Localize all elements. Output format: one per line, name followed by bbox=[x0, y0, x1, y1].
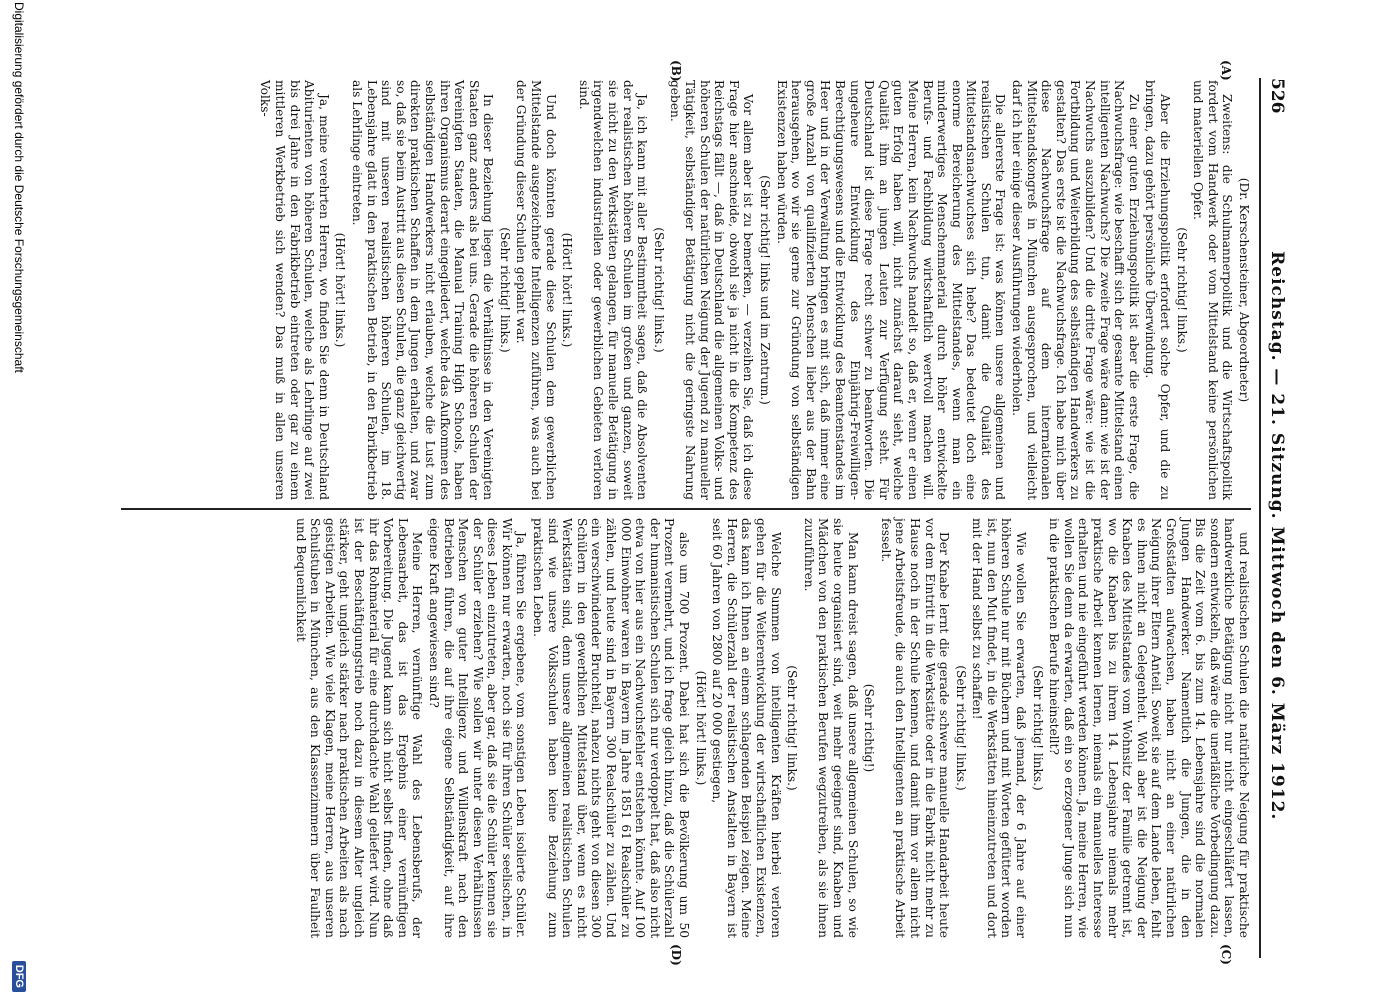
paragraph: Ja, führen Sie ergebene, vom sonstigen Leben isolierte Schüler. Wir können nur erwarten, noch sie für ihren Schüler seelischen, in dieses Leben einzutreten, aber gar, daß sie die Schüler kennen sie der Schüler erziehen? Wie sollen wir unter diesen Verhältnissen Menschen von guter Intelligenz und Willenskraft nach den Betrieben führen, die auf ihre eigene Selbständigkeit, auf ihre eigene Kraft angewiesen sind? bbox=[426, 518, 529, 938]
paragraph: Zu einer guten Erziehungspolitik ist aber die erste Frage, die Nachwuchsfrage: wie beschafft sich der gesamte Mittelstand einen intelligenten Nachwuchs? Die zweite Frage wäre dann: wie ist der Nachwuchs auszubilden? Und die dritte Frage wäre: wie ist die Fortbildung und Weiterbildung des selbständigen Handwerkers zu gestalten? Das erste ist die Nachwuchsfrage. Ich habe mich über diese Nachwuchsfrage auf dem internationalen Mittelstandskongreß in München ausgesprochen, und vielleicht darf ich hier einige dieser Ausführungen wiederholen. bbox=[1010, 80, 1141, 500]
margin-marker-c: (C) bbox=[1219, 944, 1233, 965]
footer-text: Digitalisierung gefördert durch die Deutsche Forschungsgemeinschaft bbox=[12, 2, 26, 373]
paragraph: In dieser Beziehung liegen die Verhältnisse in den Vereinigten Staaten ganz anders als bei uns. Gerade die höheren Schulen der Vereinigten Staaten, die Manual Training High Schools, haben ihren Organismus derart eingegliedert, welche das Aufkommen des selbständigen Handwerkers nicht erlauben, welche die Lust zum direkten praktischen Schaffen in dem Jungen erhalten, und zwar so, daß sie beim Austritt aus diesen Schulen, die ganz gleichwertig sind mit unseren realistischen höheren Schulen, im 18. Lebensjahre glatt in den praktischen Betrieb, in den Fabrikbetrieb als Lehrlinge eintreten. bbox=[349, 80, 496, 500]
speaker-line: (Dr. Kerschensteiner, Abgeordneter) bbox=[1237, 177, 1251, 403]
margin-marker-d: (D) bbox=[669, 944, 683, 966]
paragraph: und realistischen Schulen die natürliche Neigung für praktische handwerkliche Betätigung nicht nur nicht eingeschläfert lassen, sondern entwickeln, daß wäre die unerläßliche Vorbedingung dazu. Bis die Zeit vom 6. bis zum 14. Lebensjahre sind die normalen Jungen Handwerker. Namentlich die Jungen, die in den Großstädten aufwachsen, haben nicht an einer natürlichen Neigung ihrer Eltern Anteil. Soweit sie auf dem Lande leben, fehlt es ihnen nicht an Gelegenheit. Wohl aber ist die Neigung der Knaben des Mittelstandes vom Wohnsitz der Familie getrennt ist, wo die Knaben bis zu ihrem 14. Lebensjahre niemals mehr praktische Arbeit kennen lernen, niemals ein manuelles Interesse erhalten und nie eingeführt werden können. Ja, meine Herren, wie wollen Sie denn da erwarten, daß ein so erzogener Junge sich nun in die praktischen Berufe hineinstellt? bbox=[1047, 518, 1251, 938]
page-header bbox=[1259, 78, 1293, 958]
paragraph: (Sehr richtig! links.) bbox=[785, 665, 800, 791]
left-paragraphs bbox=[258, 80, 1235, 500]
paragraph: Die allererste Frage ist: was können unsere allgemeinen und realistischen Schulen tun, damit die Qualität des Mittelstandsnachwuchses sich hebe? Das bedeutet doch eine enorme Bereicherung des Mittelstandes, wenn man ein minderwertiges Menschenmaterial durch höher entwickelte Berufs- und Fachbildung wirtschaftlich wertvoll machen will. Meine Herren, kein Nachwuchs handelt so, daß er, wenn er einen guten Erfolg haben will, nicht zunächst darauf sieht, welche Qualität ihm an jungen Leuten zur Verfügung steht. Für Deutschland ist diese Frage recht schwer zu beantworten. Die ungeheure Entwicklung des Einjährig-Freiwilligen-Berechtigungswesens und die Entwicklung des Beamtenstandes im Heer und in der Verwaltung bringen es mit sich, daß immer eine große Anzahl von qualifizierten Menschen lieber aus der Bahn herausgehen, wo wir sie gerne zur Gründung von selbständigen Existenzen haben würden. bbox=[774, 80, 1008, 500]
paragraph: (Hört! hört! links.) bbox=[333, 232, 348, 348]
right-paragraphs bbox=[293, 518, 1251, 938]
paragraph: Ja, ich kann mit aller Bestimmtheit sagen, daß die Absolventen der realistischen höheren Schulen im großen und ganzen, soweit sie nicht zu den Werkstätten gelangen, für manuelle Betätigung in irgendwelchen industriellen oder gewerblichen Gebieten verloren sind. bbox=[576, 80, 650, 500]
page-footer bbox=[8, 2, 30, 998]
dfg-logo: DFG bbox=[12, 961, 26, 992]
paragraph: Der Knabe lernt die gerade schwere manuelle Handarbeit heute vor dem Eintritt in die Werkstätte oder in die Fabrik nicht mehr zu Hause noch in der Schule kennen, und damit ihm vor allem nicht jene Arbeitsfreude, die auch den Intelligenten an praktische Arbeit fesselt. bbox=[878, 518, 952, 938]
paragraph: (Hört! hört! links.) bbox=[693, 670, 708, 786]
margin-marker-b: (B) bbox=[669, 60, 683, 82]
paragraph: Welche Summen von intelligenten Kräften hierbei verloren gehen für die Weiterentwicklung der wirtschaftlichen Existenzen, das kann ich Ihnen an einem schlagenden Beispiel zeigen. Meine Herren, die Schülerzahl der realistischen Anstalten in Bayern ist seit 60 Jahren von 2800 auf 20 000 gestiegen, bbox=[710, 518, 783, 938]
paragraph: Wie wollen Sie erwarten, daß jemand, der 6 Jahre auf einer höheren Schule nur mit Büchern und mit Worten gefüttert worden ist, nun den Mut findet, in die Werkstätten hineinzutreten und dort mit der Hand selbst zu schaffen! bbox=[970, 518, 1029, 938]
paragraph: (Sehr richtig! links.) bbox=[1174, 227, 1189, 353]
margin-marker-a: (A) bbox=[1219, 60, 1233, 81]
paragraph: (Sehr richtig! links.) bbox=[497, 227, 512, 353]
left-text-column bbox=[256, 80, 1251, 500]
paragraph: Und doch könnten gerade diese Schulen dem gewerblichen Mittelstande ausgezeichnete Intelligenzen zuführen, was auch bei der Gründung dieser Schulen geplant war. bbox=[514, 80, 558, 500]
paragraph: (Sehr richtig! links.) bbox=[953, 665, 968, 791]
page-number: 526 bbox=[1267, 78, 1287, 114]
paragraph: Meine Herren, vernünftige Wahl des Lebensberufs, der Lebensarbeit, das ist das Ergebnis einer vernünftigen Vorbereitung. Die Jugend kann sich nicht selbst finden, ohne daß ihr das Rohmaterial für eine durchdachte Wahl geliefert wird. Nun ist der Beschäftigungstrieb noch dazu in diesem Alter ungleich stärker, geht ungleich stärker nach praktischen Arbeiten als nach geistigen Arbeiten. Wie viele Klagen, meine Herren, aus unseren Schulstuben in München, aus den Klassenzimmern über Faulheit und Bequemlichkeit bbox=[293, 518, 425, 938]
right-text-column bbox=[291, 518, 1251, 938]
paragraph: (Hört! hört! links.) bbox=[560, 232, 575, 348]
paragraph: (Sehr richtig! links.) bbox=[1030, 665, 1045, 791]
paragraph: (Sehr richtig!) bbox=[862, 683, 877, 773]
paragraph: Vor allem aber ist zu bemerken, — verzeihen Sie, daß ich diese Frage hier anschneide, obwohl sie ja nicht in die Kompetenz des Reichstags fällt —, daß in Deutschland die allgemeinen Volks- und höheren Schulen der natürlichen Neigung der Jugend zu manueller Tätigkeit, selbständiger Betätigung nicht die geringste Nahrung geben. bbox=[668, 80, 756, 500]
paragraph: Ja, meine verehrten Herren, wo finden Sie denn in Deutschland Abiturienten von höheren Schulen, welche als Lehrlinge auf zwei bis drei Jahre in den Fabrikbetrieb eintreten oder gar zu einem mittleren Werkbetrieb sich wenden? Das muß in allen unseren Volks- bbox=[258, 80, 331, 500]
column-divider bbox=[121, 508, 1251, 510]
paragraph: Man kann dreist sagen, daß unsere allgemeinen Schulen, so wie sie heute organisiert sind, weit mehr geeignet sind, Knaben und Mädchen von den praktischen Berufen wegzutreiben, als sie ihnen zuzuführen. bbox=[801, 518, 860, 938]
paragraph: (Sehr richtig! links und im Zentrum.) bbox=[758, 175, 772, 405]
paragraph: (Sehr richtig! links.) bbox=[651, 227, 666, 353]
paragraph: also um 700 Prozent. Dabei hat sich die Bevölkerung um 50 Prozent vermehrt, und ich frage gleich hinzu, daß die Schülerzahl der humanistischen Schulen sich nur verdoppelt hat, daß also nicht etwa von hier aus ein Nachwuchsfehler entstehen könnte. Auf 100 000 Einwohner waren in Bayern im Jahre 1851 61 Realschüler zu zählen, und heute sind in Bayern 300 Realschüler zu zählen. Und ein verschwindender Bruchteil, nahezu nichts geht von diesen 300 Schülern in den gewerblichen Mittelstand über, wenn es nicht Werkstätten sind, denn unsere allgemeinen realistischen Schulen sind wie unsere Volksschulen haben keine Beziehung zum praktischen Leben. bbox=[531, 518, 692, 938]
paragraph: Zweitens: die Schulmannerpolitik und die Wirtschaftspolitik fordert vom Handwerk oder vom Mittelstand keine persönlichen und materiellen Opfer. bbox=[1191, 80, 1235, 500]
page-title: Reichstag. — 21. Sitzung. Mittwoch den 6. März 1912. bbox=[1267, 251, 1287, 821]
paragraph: Aber die Erziehungspolitik erfordert solche Opfer, und die zu bringen, dazu gehört persönliche Überwindung. bbox=[1143, 80, 1173, 500]
